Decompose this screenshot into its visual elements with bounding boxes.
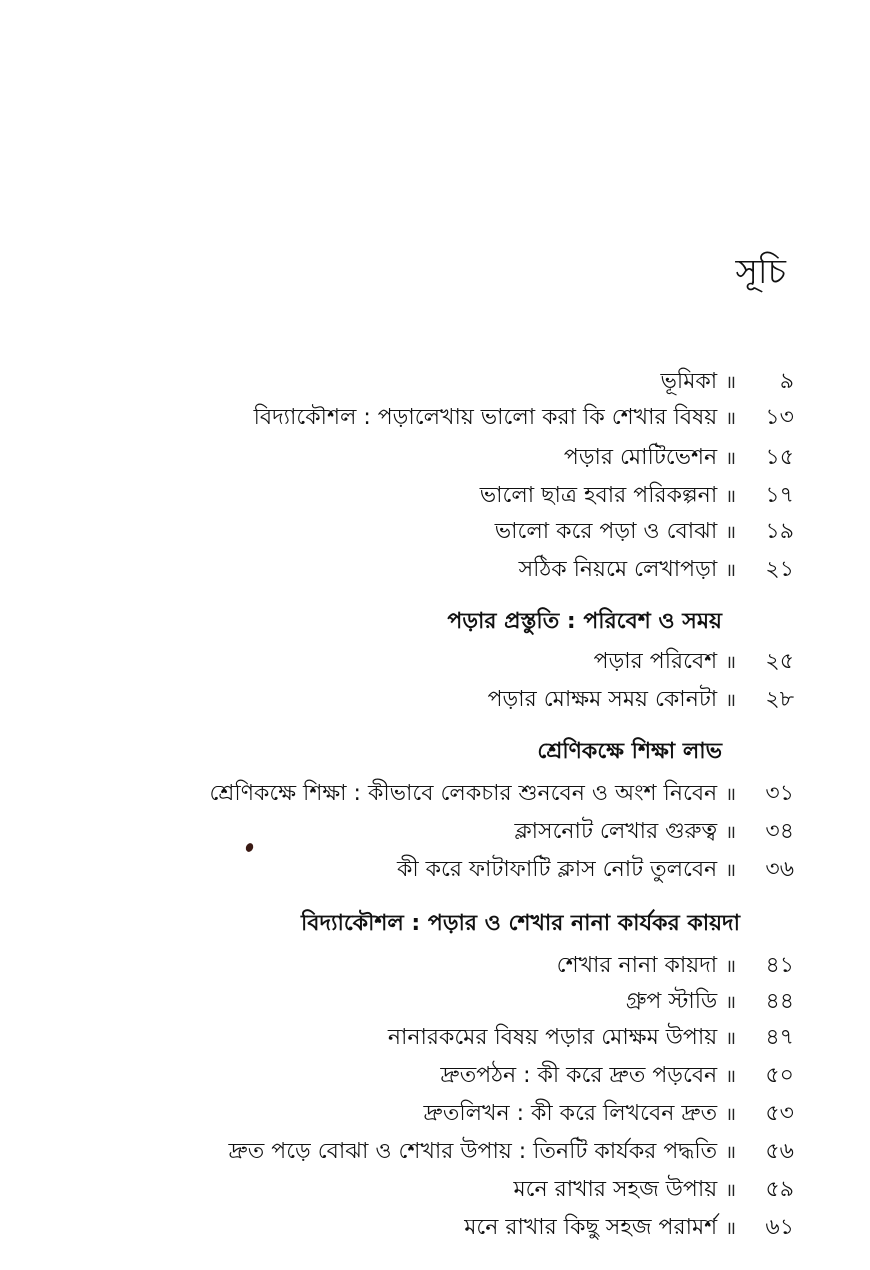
toc-separator: ॥ <box>725 690 736 711</box>
toc-entry-page: ৫৬ <box>765 1138 794 1164</box>
toc-entry-page: ২৫ <box>765 648 794 674</box>
toc-entry-title: গ্রুপ স্টাডি <box>625 988 718 1014</box>
toc-entry-title: নানারকমের বিষয় পড়ার মোক্ষম উপায় <box>387 1024 718 1050</box>
toc-entry <box>388 1022 794 1054</box>
toc-separator: ॥ <box>725 1066 736 1087</box>
toc-entry <box>495 516 794 548</box>
toc-entry <box>440 1060 794 1092</box>
toc-entry <box>254 402 794 434</box>
toc-entry <box>464 1212 794 1244</box>
toc-separator: ॥ <box>725 992 736 1013</box>
toc-entry-title: মনে রাখার কিছু সহজ পরামর্শ <box>464 1214 718 1240</box>
toc-entry-title: মনে রাখার সহজ উপায় <box>513 1176 718 1202</box>
toc-entry-page: ৫৯ <box>765 1176 794 1202</box>
toc-separator: ॥ <box>725 822 736 843</box>
toc-entry-page: ৪৪ <box>765 988 794 1014</box>
toc-entry-page: ৪১ <box>765 952 794 978</box>
toc-separator: ॥ <box>725 372 736 393</box>
toc-entry <box>626 986 794 1018</box>
toc-entry-page: ৯ <box>779 368 794 394</box>
toc-separator: ॥ <box>725 1180 736 1201</box>
toc-separator: ॥ <box>725 522 736 543</box>
toc-separator: ॥ <box>725 408 736 429</box>
toc-entry <box>594 646 794 678</box>
toc-entry <box>513 1174 794 1206</box>
section-heading: পড়ার প্রস্তুতি : পরিবেশ ও সময় <box>447 608 722 634</box>
toc-entry-page: ৪৭ <box>765 1024 794 1050</box>
toc-entry-page: ১৫ <box>765 444 794 470</box>
toc-entry-title: কী করে ফাটাফাটি ক্লাস নোট তুলবেন <box>396 856 718 882</box>
toc-entry-page: ১৯ <box>765 518 794 544</box>
toc-entry-page: ৫৩ <box>765 1100 794 1126</box>
toc-entry-title: ভালো ছাত্র হবার পরিকল্পনা <box>479 482 718 508</box>
toc-separator: ॥ <box>725 652 736 673</box>
section-heading: শ্রেণিকক্ষে শিক্ষা লাভ <box>537 738 722 764</box>
toc-entry-title: ভূমিকা <box>660 368 718 394</box>
toc-separator: ॥ <box>725 1028 736 1049</box>
toc-entry <box>557 950 794 982</box>
toc-entry-page: ২৮ <box>765 686 794 712</box>
toc-entry-title: ক্লাসনোট লেখার গুরুত্ব <box>514 818 718 844</box>
section-heading: বিদ্যাকৌশল : পড়ার ও শেখার নানা কার্যকর কায়দা <box>300 910 740 936</box>
toc-entry <box>209 778 794 810</box>
toc-separator: ॥ <box>725 1218 736 1239</box>
toc-entry-title: দ্রুতলিখন : কী করে লিখবেন দ্রুত <box>423 1100 718 1126</box>
toc-entry-page: ৩৪ <box>765 818 794 844</box>
toc-entry-page: ৩৬ <box>765 856 794 882</box>
toc-entry <box>423 1098 794 1130</box>
toc-separator: ॥ <box>725 560 736 581</box>
toc-entry <box>480 480 794 512</box>
toc-separator: ॥ <box>725 448 736 469</box>
toc-entry-page: ৫০ <box>765 1062 794 1088</box>
toc-separator: ॥ <box>725 860 736 881</box>
toc-separator: ॥ <box>725 784 736 805</box>
toc-entry-title: ভালো করে পড়া ও বোঝা <box>494 518 718 544</box>
toc-entry-title: বিদ্যাকৌশল : পড়ালেখায় ভালো করা কি শেখার বিষয় <box>253 404 718 430</box>
toc-separator: ॥ <box>725 1104 736 1125</box>
table-of-contents <box>40 362 794 1262</box>
toc-entry-title: পড়ার মোক্ষম সময় কোনটা <box>487 686 718 712</box>
toc-entry <box>661 366 794 398</box>
toc-entry-page: ১৩ <box>765 404 794 430</box>
toc-entry-title: শেখার নানা কায়দা <box>556 952 718 978</box>
toc-entry-page: ২১ <box>765 556 794 582</box>
toc-entry <box>564 442 794 474</box>
toc-entry-title: দ্রুতপঠন : কী করে দ্রুত পড়বেন <box>440 1062 718 1088</box>
toc-entry-title: সঠিক নিয়মে লেখাপড়া <box>518 556 718 582</box>
toc-entry-page: ৬১ <box>765 1214 794 1240</box>
toc-entry <box>514 816 794 848</box>
toc-entry-page: ১৭ <box>765 482 794 508</box>
toc-entry-title: দ্রুত পড়ে বোঝা ও শেখার উপায় : তিনটি কার্যকর পদ্ধতি <box>228 1138 718 1164</box>
toc-separator: ॥ <box>725 486 736 507</box>
toc-entry-title: শ্রেণিকক্ষে শিক্ষা : কীভাবে লেকচার শুনবেন ও অংশ নিবেন <box>209 780 718 806</box>
toc-entry-title: পড়ার মোটিভেশন <box>563 444 718 470</box>
toc-entry <box>228 1136 794 1168</box>
page-title: সূচি <box>735 252 786 292</box>
toc-entry-page: ৩১ <box>765 780 794 806</box>
toc-entry <box>488 684 794 716</box>
toc-entry <box>519 554 794 586</box>
toc-entry <box>397 854 794 886</box>
toc-separator: ॥ <box>725 1142 736 1163</box>
toc-separator: ॥ <box>725 956 736 977</box>
toc-entry-title: পড়ার পরিবেশ <box>593 648 718 674</box>
